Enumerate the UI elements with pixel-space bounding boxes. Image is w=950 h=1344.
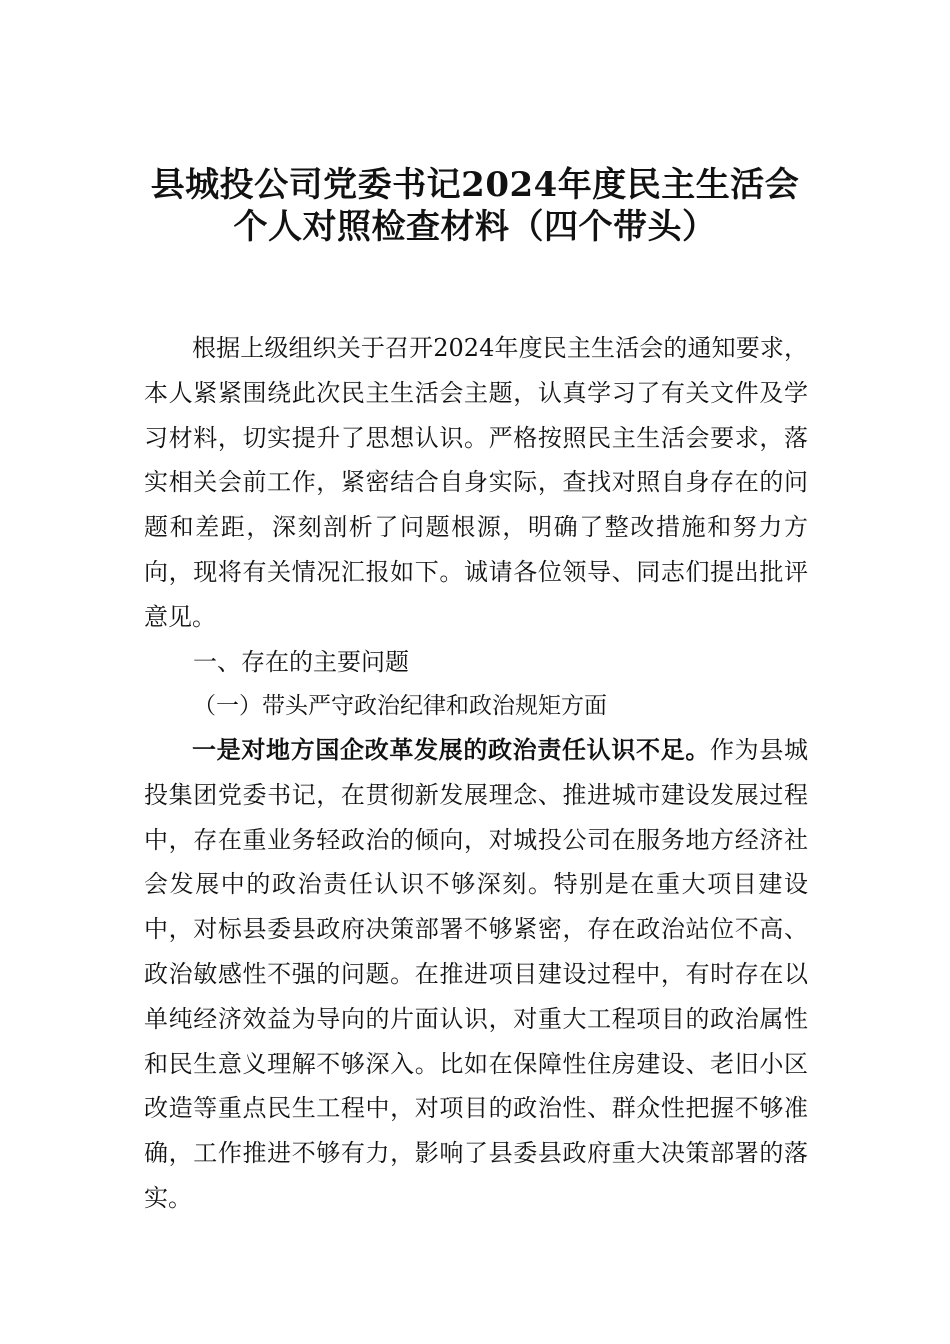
- section-heading: 一、存在的主要问题: [193, 648, 409, 676]
- point-lead-sentence: 一是对地方国企改革发展的政治责任认识不足。: [192, 735, 710, 764]
- point-paragraph: [144, 728, 808, 1221]
- document-title-line-1: 县城投公司党委书记2024年度民主生活会: [150, 165, 800, 205]
- point-body-text: 作为县城投集团党委书记，在贯彻新发展理念、推进城市建设发展过程中，存在重业务轻政治的倾向，对城投公司在服务地方经济社会发展中的政治责任认识不够深刻。特别是在重大项目建设中，对标县委县政府决策部署不够紧密，存在政治站位不高、政治敏感性不强的问题。在推进项目建设过程中，有时存在以单纯经济效益为导向的片面认识，对重大工程项目的政治属性和民生意义理解不够深入。比如在保障性住房建设、老旧小区改造等重点民生工程中，对项目的政治性、群众性把握不够准确，工作推进不够有力，影响了县委县政府重大决策部署的落实。: [144, 736, 808, 1212]
- intro-paragraph: 根据上级组织关于召开2024年度民主生活会的通知要求，本人紧紧围绕此次民主生活会主题，认真学习了有关文件及学习材料，切实提升了思想认识。严格按照民主生活会要求，落实相关会前工作，紧密结合自身实际，查找对照自身存在的问题和差距，深刻剖析了问题根源，明确了整改措施和努力方向，现将有关情况汇报如下。诚请各位领导、同志们提出批评意见。: [144, 334, 808, 631]
- subsection-heading: （一）带头严守政治纪律和政治规矩方面: [193, 693, 607, 719]
- document-title-line-2: 个人对照检查材料（四个带头）: [233, 207, 717, 247]
